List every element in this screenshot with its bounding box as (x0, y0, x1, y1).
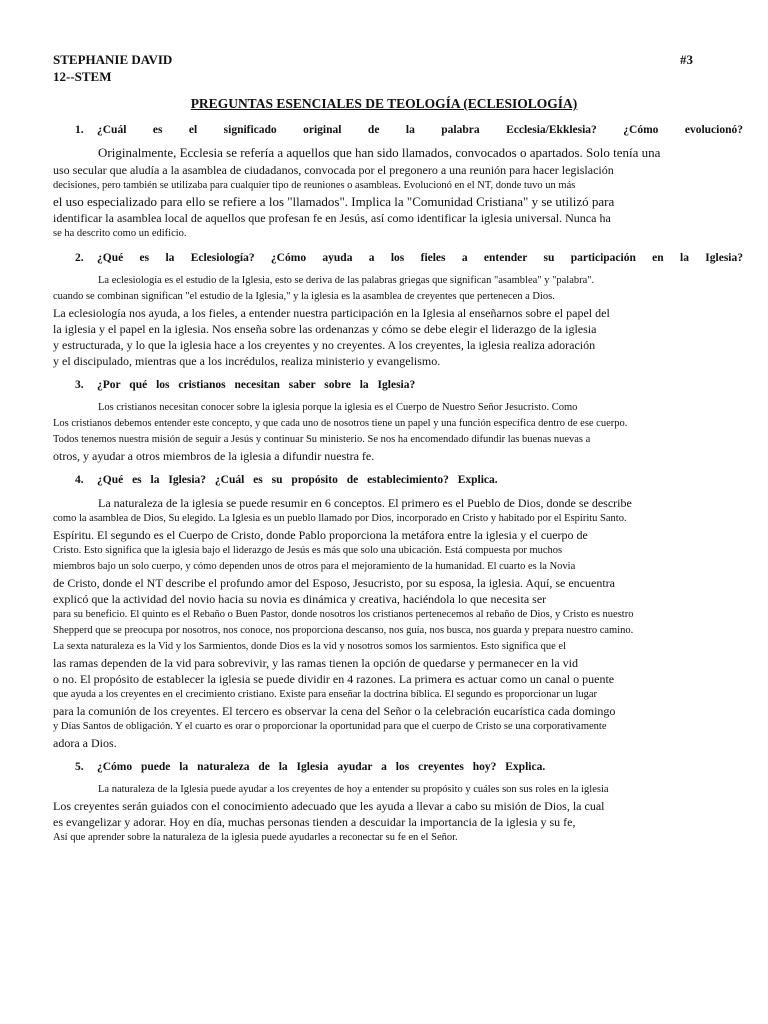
answer-line: y Días Santos de obligación. Y el cuarto es orar o proporcionar la oportunidad para que el cuerpo de Cristo se una corporativamente (53, 721, 607, 732)
answer-line: La eclesiología nos ayuda, a los fieles, a entender nuestra participación en la Iglesia al enseñarnos sobre el papel del (53, 306, 610, 320)
answer-line: Originalmente, Ecclesia se refería a aquellos que han sido llamados, convocados o apartados. Solo tenía una (98, 145, 661, 160)
question-1 (75, 124, 743, 136)
assignment-number: #3 (680, 52, 693, 67)
answer-line: para la comunión de los creyentes. El tercero es observar la cena del Señor o la celebración eucarística cada domingo (53, 704, 616, 718)
answer-line: que ayuda a los creyentes en el crecimiento cristiano. Existe para enseñar la doctrina bíblica. El segundo es proporcionar un lugar (53, 689, 598, 700)
question-number: 4. (75, 474, 84, 486)
answer-line: Los creyentes serán guiados con el conocimiento adecuado que les ayuda a llevar a cabo su misión de Dios, la cual (53, 799, 605, 813)
question-3 (75, 379, 743, 391)
answer-line: como la asamblea de Dios, Su elegido. La Iglesia es un pueblo llamado por Dios, incorporado en Cristo y habitado por el Espíritu Santo. (53, 513, 627, 524)
answer-line: de Cristo, donde el NT describe el profundo amor del Esposo, Jesucristo, por su esposa, la iglesia. Aquí, se encuentra (53, 576, 615, 590)
answer-line: y el discipulado, mientras que a los incrédulos, realiza ministerio y evangelismo. (53, 354, 441, 368)
question-text: ¿Cómo puede la naturaleza de la Iglesia ayudar a los creyentes hoy? Explica. (97, 761, 546, 773)
answer-2 (53, 273, 743, 369)
student-section: 12--STEM (53, 69, 112, 84)
question-2 (75, 252, 743, 264)
answer-line: para su beneficio. El quinto es el Rebaño o Buen Pastor, donde nosotros los cristianos pertenecemos al rebaño de Dios, y Cristo es nuestro (53, 609, 634, 620)
answer-line: Shepperd que se preocupa por nosotros, nos conoce, nos proporciona descanso, nos guía, nos busca, nos guarda y prepara nuestro camino. (53, 625, 634, 636)
answer-line: o no. El propósito de establecer la iglesia se puede dividir en 4 razones. La primera es actuar como un canal o puente (53, 672, 615, 686)
answer-line: identificar la asamblea local de aquellos que profesan fe en Jesús, así como identificar la iglesia universal. Nunca ha (53, 211, 611, 225)
answer-line: y estructurada, y lo que la iglesia hace a los creyentes y no creyentes. A los creyentes, la iglesia realiza adoración (53, 338, 596, 352)
answer-line: decisiones, pero también se utilizaba para cualquier tipo de reuniones o asambleas. Evolucionó en el NT, donde tuvo un más (53, 179, 576, 191)
question-5 (75, 761, 743, 773)
student-name: STEPHANIE DAVID (53, 52, 173, 67)
question-4 (75, 474, 743, 486)
question-number: 2. (75, 252, 84, 264)
document-title: PREGUNTAS ESENCIALES DE TEOLOGÍA (ECLESIOLOGÍA) (190, 96, 578, 111)
document-header (53, 51, 693, 85)
answer-line: uso secular que aludía a la asamblea de ciudadanos, convocada por el pregonero a una reunión para hacer legislación (53, 162, 614, 177)
question-text: ¿Cuál es el significado original de la palabra Ecclesia/Ekklesia? ¿Cómo evolucionó? (97, 124, 743, 136)
answer-line: Así que aprender sobre la naturaleza de la iglesia puede ayudarles a reconectar su fe en el Señor. (53, 832, 458, 843)
answer-line: Los cristianos debemos entender este concepto, y que cada uno de nosotros tiene un papel y una función específica dentro de ese cuerpo. (53, 418, 628, 429)
answer-1 (53, 145, 743, 242)
answer-5 (53, 782, 743, 846)
answer-line: miembros bajo un solo cuerpo, y cómo dependen unos de otros para el mejoramiento de la humanidad. El cuarto es la Novia (53, 561, 576, 572)
question-number: 3. (75, 379, 84, 391)
answer-line: adora a Dios. (53, 736, 117, 750)
answer-4 (53, 495, 743, 751)
answer-line: La sexta naturaleza es la Vid y los Sarmientos, donde Dios es la vid y nosotros somos los sarmientos. Esto significa que el (53, 641, 567, 652)
answer-line: La eclesiología es el estudio de la Iglesia, esto se deriva de las palabras griegas que significan "asamblea" y "palabra". (98, 275, 595, 286)
answer-line: La naturaleza de la Iglesia puede ayudar a los creyentes de hoy a entender su propósito y cuáles son sus roles en la iglesia (98, 784, 609, 795)
answer-line: cuando se combinan significan "el estudio de la Iglesia," y la iglesia es la asamblea de creyentes que pertenecen a Dios. (53, 291, 555, 302)
answer-line: las ramas dependen de la vid para sobrevivir, y las ramas tienen la opción de quedarse y permanecer en la vid (53, 656, 578, 670)
answer-line: Cristo. Esto significa que la iglesia bajo el liderazgo de Jesús es más que solo una ubicación. Está compuesta por muchos (53, 545, 563, 556)
question-number: 1. (75, 124, 84, 136)
answer-3 (53, 400, 743, 464)
answer-line: es evangelizar y adorar. Hoy en día, muchas personas tienden a descuidar la importancia de la iglesia y su fe, (53, 815, 576, 829)
answer-line: Todos tenemos nuestra misión de seguir a Jesús y continuar Su ministerio. Se nos ha encomendado difundir las buenas nuevas a (53, 434, 591, 445)
answer-line: explicó que la actividad del novio hacia su novia es dinámica y creativa, haciéndola lo que necesita ser (53, 592, 547, 606)
answer-line: otros, y ayudar a otros miembros de la iglesia a difundir nuestra fe. (53, 449, 375, 463)
answer-line: Espíritu. El segundo es el Cuerpo de Cristo, donde Pablo proporciona la metáfora entre la iglesia y el cuerpo de (53, 528, 588, 542)
question-text: ¿Qué es la Eclesiología? ¿Cómo ayuda a los fieles a entender su participación en la Iglesia? (97, 252, 743, 264)
answer-line: se ha descrito como un edificio. (53, 228, 187, 239)
answer-line: La naturaleza de la iglesia se puede resumir en 6 conceptos. El primero es el Pueblo de Dios, donde se describe (98, 496, 632, 510)
question-text: ¿Qué es la Iglesia? ¿Cuál es su propósito de establecimiento? Explica. (97, 474, 498, 486)
question-number: 5. (75, 761, 84, 773)
answer-line: Los cristianos necesitan conocer sobre la iglesia porque la iglesia es el Cuerpo de Nuestro Señor Jesucristo. Como (98, 402, 578, 413)
document-body (53, 124, 743, 856)
answer-line: el uso especializado para ello se refiere a los "llamados". Implica la "Comunidad Cristiana" y se utilizó para (53, 193, 615, 209)
question-text: ¿Por qué los cristianos necesitan saber sobre la Iglesia? (97, 379, 416, 391)
answer-line: la iglesia y el papel en la iglesia. Nos enseña sobre las ordenanzas y cómo se debe elegir el liderazgo de la iglesia (53, 322, 597, 336)
